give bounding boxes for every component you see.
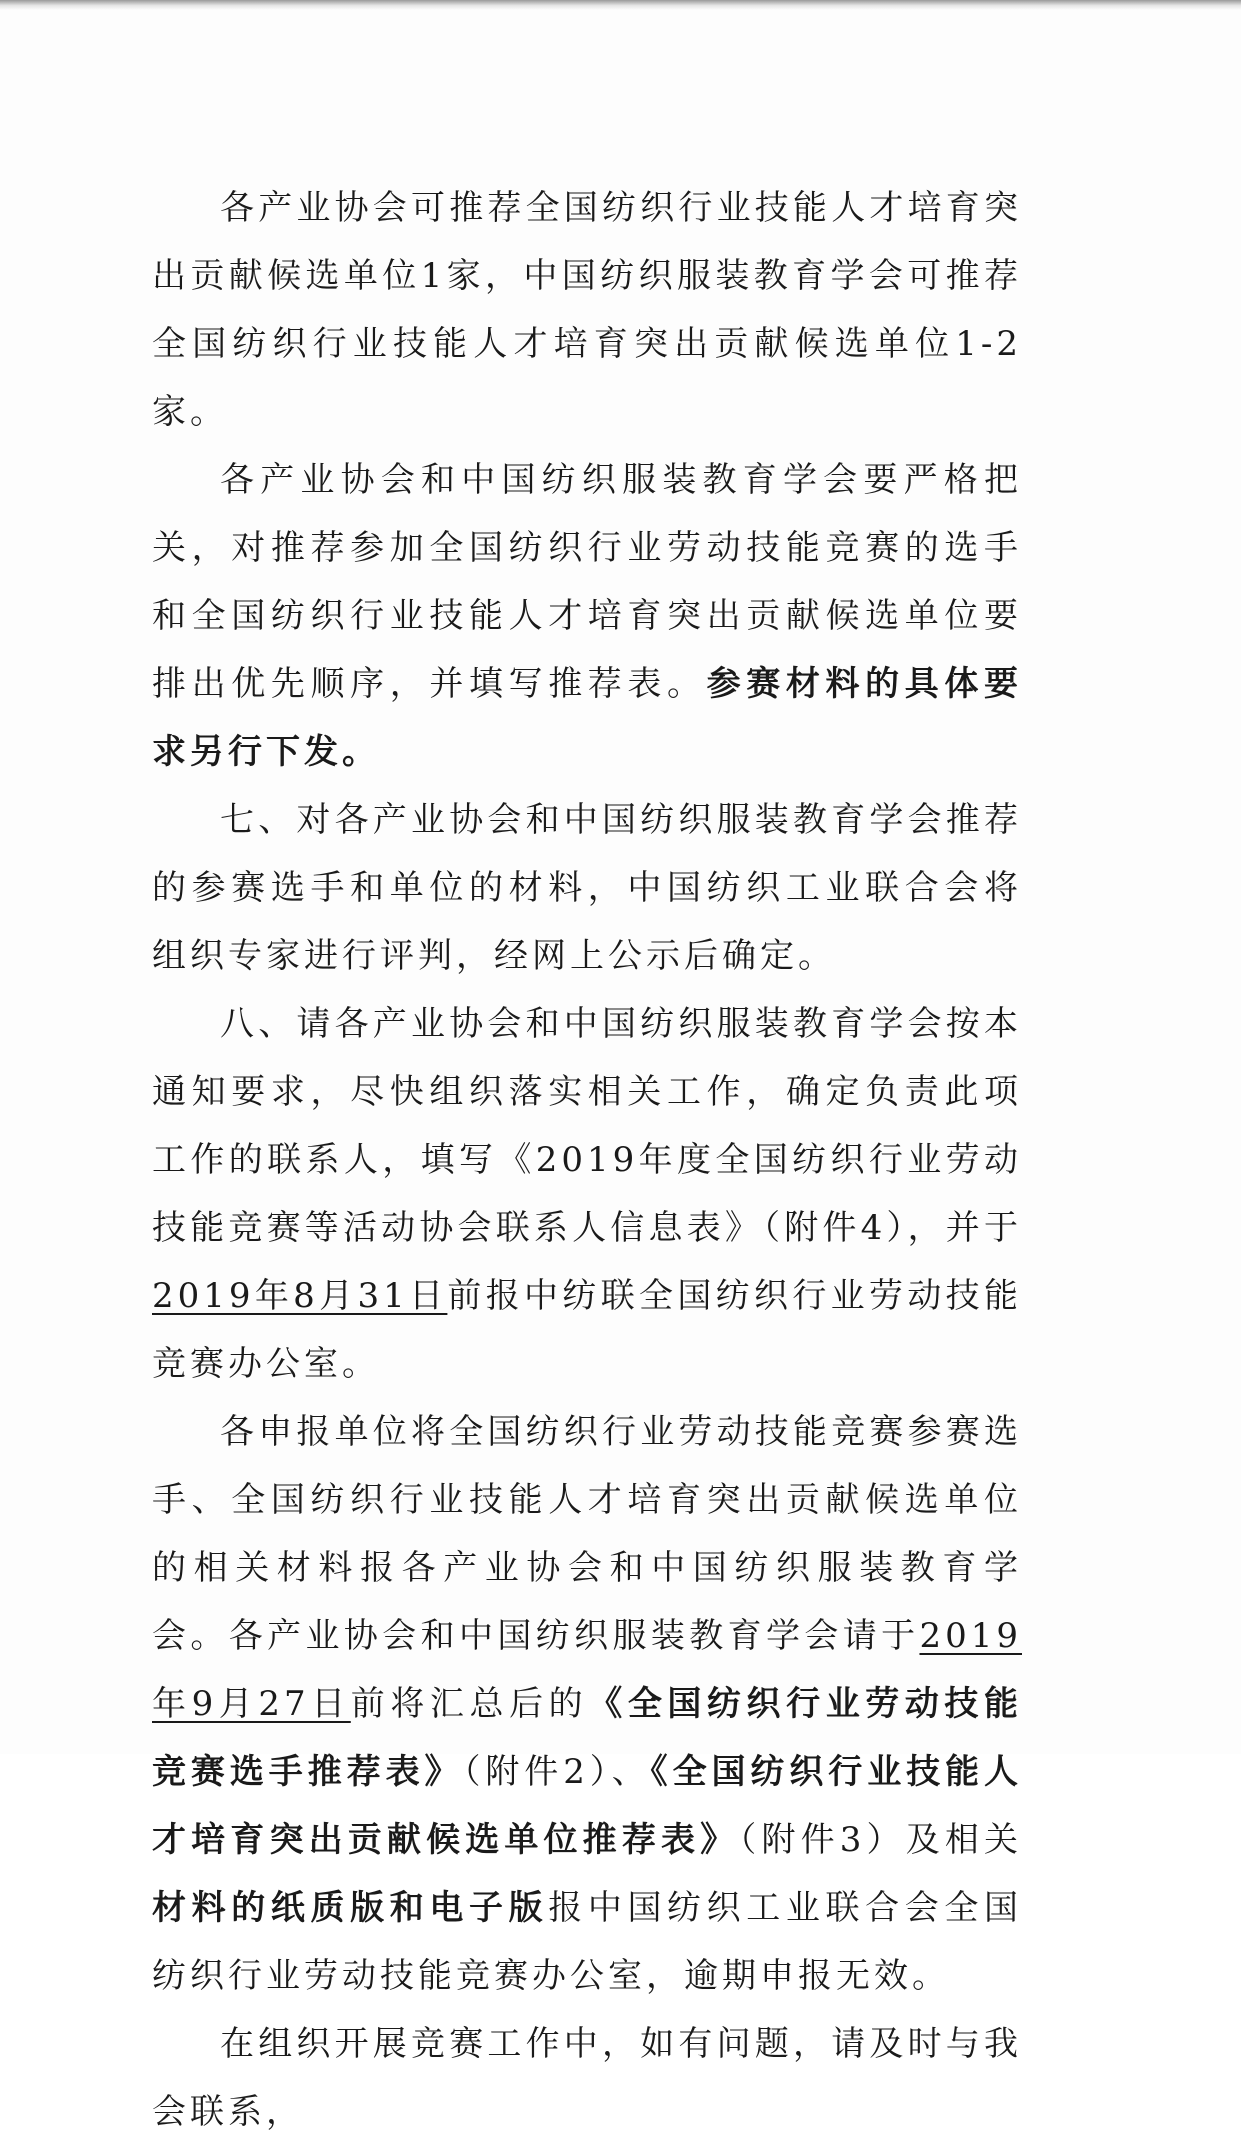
paragraph-item-seven	[152, 786, 1022, 990]
paragraph-strict-review	[152, 446, 1022, 786]
paragraph-recommend-units	[152, 174, 1022, 446]
bold-requirement-note: 参赛材料的具体要求另行下发。	[152, 664, 1023, 772]
paragraph-text: 各产业协会和中国纺织服装教育学会要严格把关，对推荐参加全国纺织行业劳动技能竞赛的选手和全国纺织行业技能人才培育突出贡献候选单位要排出优先顺序，并填写推荐表。	[152, 460, 1022, 704]
bold-materials-note: 材料的纸质版和电子版	[152, 1888, 549, 1928]
paragraph-submission	[152, 1398, 1022, 2010]
paragraph-text: （附件2）、	[463, 1752, 651, 1792]
paragraph-text: 在组织开展竞赛工作中，如有问题，请及时与我会联系，	[152, 2024, 1022, 2132]
paragraph-text: 各申报单位将全国纺织行业劳动技能竞赛参赛选手、全国纺织行业技能人才培育突出贡献候选单位的相关材料报各产业协会和中国纺织服装教育学会。各产业协会和中国纺织服装教育学会请于	[152, 1412, 1022, 1656]
scan-edge	[0, 0, 1241, 10]
paragraph-text: 前将汇总后的	[350, 1684, 589, 1724]
bold-form-title-units: 《全国纺织行业技能人才培育突出贡献候选单位推荐表》	[152, 1752, 1023, 1860]
paragraph-item-eight	[152, 990, 1022, 1398]
document-body	[152, 174, 1022, 2146]
deadline-date-sep: 2019年9月27日	[152, 1616, 1022, 1724]
paragraph-text: 报中国纺织工业联合会全国纺织行业劳动技能竞赛办公室，逾期申报无效。	[152, 1888, 1023, 1996]
paragraph-text: 前报中纺联全国纺织行业劳动技能竞赛办公室。	[152, 1276, 1022, 1384]
paragraph-text: 各产业协会可推荐全国纺织行业技能人才培育突出贡献候选单位1家，中国纺织服装教育学会可推荐全国纺织行业技能人才培育突出贡献候选单位1-2家。	[152, 188, 1022, 432]
paragraph-text: （附件3）及相关	[739, 1820, 1022, 1860]
bold-form-title-contestants: 《全国纺织行业劳动技能竞赛选手推荐表》	[152, 1684, 1023, 1792]
deadline-date-aug: 2019年8月31日	[152, 1276, 448, 1316]
paragraph-contact	[152, 2010, 1022, 2146]
paragraph-text: 八、请各产业协会和中国纺织服装教育学会按本通知要求，尽快组织落实相关工作，确定负责此项工作的联系人，填写《2019年度全国纺织行业劳动技能竞赛等活动协会联系人信息表》（附件4），并于	[152, 1004, 1022, 1248]
paragraph-text: 七、对各产业协会和中国纺织服装教育学会推荐的参赛选手和单位的材料，中国纺织工业联合会将组织专家进行评判，经网上公示后确定。	[152, 800, 1022, 976]
